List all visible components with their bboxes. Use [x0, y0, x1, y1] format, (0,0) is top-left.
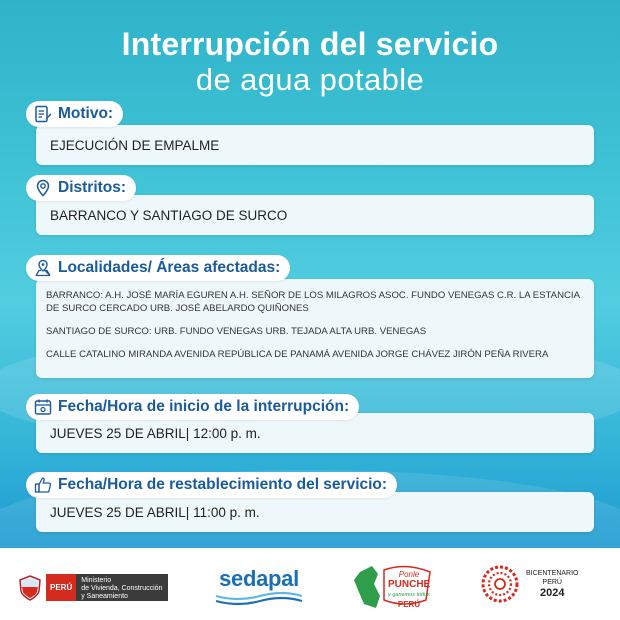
localidades-line: SANTIAGO DE SURCO: URB. FUNDO VENEGAS URB. TEJADA ALTA URB. VENEGAS	[46, 326, 427, 337]
page-subtitle: de agua potable	[195, 62, 425, 97]
document-edit-icon	[34, 105, 52, 123]
localidades-label	[26, 255, 290, 281]
motivo-box	[36, 125, 594, 165]
inicio-label	[26, 394, 359, 420]
motivo-label-text: Motivo:	[58, 105, 114, 122]
sedapal-waves-icon	[214, 592, 304, 606]
location-pin-icon	[34, 179, 52, 197]
inicio-value: JUEVES 25 DE ABRIL| 12:00 p. m.	[50, 425, 261, 441]
bicentenario-line: PERÚ	[542, 579, 562, 586]
ministerio-logo	[18, 574, 168, 601]
ministerio-line: de Vivienda, Construcción	[81, 585, 163, 592]
thumbs-up-icon	[34, 476, 52, 494]
punche-line: PUNCHE	[388, 579, 431, 590]
peru-badge: PERÚ	[46, 574, 76, 601]
localidades-line: BARRANCO: A.H. JOSÉ MARÍA EGUREN A.H. SEÑOR DE LOS MILAGROS ASOC. FUNDO VENEGAS C.R. LA ESTANCIA DE SURCO CERCADO URB. JOSÉ ABELARDO QUIÑONES	[46, 290, 580, 314]
motivo-label	[26, 101, 123, 127]
peru-shield-icon	[18, 575, 42, 601]
localidades-line: CALLE CATALINO MIRANDA AVENIDA REPÚBLICA DE PANAMÁ AVENIDA JORGE CHÁVEZ JIRÓN PEÑA RIVERA	[46, 349, 549, 360]
ponle-text	[388, 570, 430, 610]
calendar-icon	[34, 398, 52, 416]
distritos-value: BARRANCO Y SANTIAGO DE SURCO	[50, 207, 288, 223]
bicentenario-emblem-icon	[480, 564, 520, 604]
inicio-label-text: Fecha/Hora de inicio de la interrupción:	[58, 398, 350, 415]
restablecimiento-label	[26, 472, 397, 498]
page-title: Interrupción del servicio	[121, 26, 499, 62]
distritos-label	[26, 175, 136, 201]
ministerio-line: Ministerio	[81, 577, 112, 584]
ganemos-line: y ganemos todos	[388, 592, 430, 598]
map-pin-icon	[34, 259, 52, 277]
distritos-box	[36, 195, 594, 235]
motivo-value: EJECUCIÓN DE EMPALME	[50, 137, 220, 153]
bicentenario-logo	[480, 564, 579, 604]
ponle-line: Ponle	[398, 570, 420, 579]
peru-line: PERÚ	[397, 600, 421, 609]
localidades-box	[36, 279, 594, 378]
bicentenario-year: 2024	[540, 587, 565, 599]
sedapal-wordmark: sedapal	[219, 566, 299, 591]
ponle-punche-logo	[350, 558, 434, 614]
bicentenario-line: BICENTENARIO	[526, 570, 579, 577]
localidades-label-text: Localidades/ Áreas afectadas:	[58, 259, 281, 276]
distritos-label-text: Distritos:	[58, 179, 127, 196]
footer	[0, 548, 620, 620]
ministerio-text	[76, 574, 168, 601]
sedapal-logo	[212, 566, 306, 606]
restablecimiento-box	[36, 492, 594, 532]
bicentenario-text	[526, 569, 579, 599]
restablecimiento-value: JUEVES 25 DE ABRIL| 11:00 p. m.	[50, 504, 260, 520]
ministerio-line: y Saneamiento	[81, 593, 128, 600]
restablecimiento-label-text: Fecha/Hora de restablecimiento del servicio:	[58, 476, 388, 493]
